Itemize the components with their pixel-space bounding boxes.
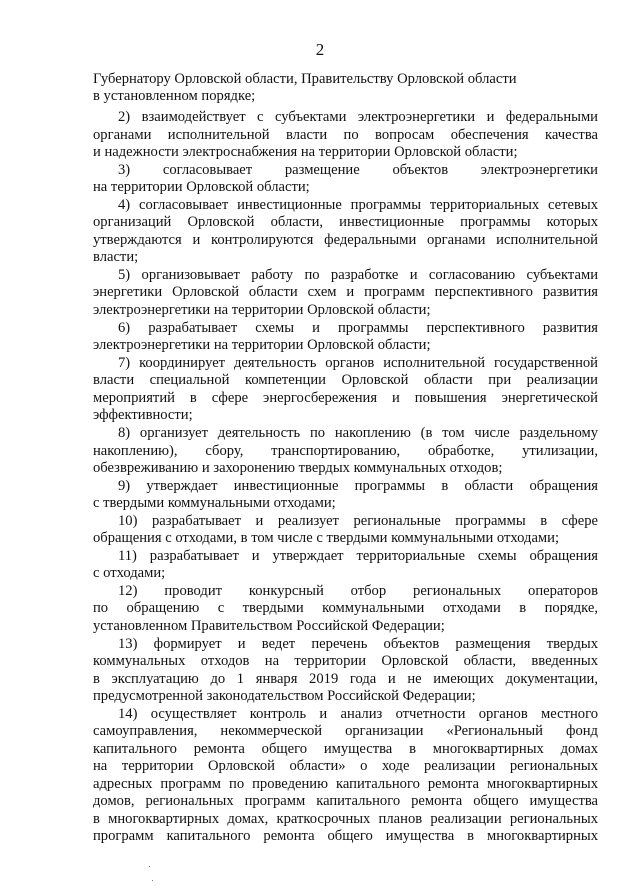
text-line: по обращению с твердыми коммунальными отходами в порядке, <box>93 600 598 616</box>
text-line: на территории Орловской области; <box>93 179 310 195</box>
text-line: 7) координирует деятельность органов исполнительной государственной <box>118 355 598 371</box>
text-line: в установленном порядке; <box>93 88 256 104</box>
text-line: на территории Орловской области» о ходе реализации региональных <box>93 758 598 774</box>
text-line: мероприятий в сфере энергосбережения и повышения энергетической <box>93 390 598 406</box>
text-line: утверждаются и контролируются федеральными органами исполнительной <box>93 232 598 248</box>
text-line: энергетики Орловской области схем и программ перспективного развития <box>93 284 598 300</box>
text-line: органами исполнительной власти по вопросам обеспечения качества <box>93 127 598 143</box>
text-line: программ капитального ремонта общего имущества в многоквартирных <box>93 828 598 844</box>
text-line: 5) организовывает работу по разработке и согласованию субъектами <box>118 267 598 283</box>
text-line: 2) взаимодействует с субъектами электроэнергетики и федеральными <box>118 109 598 125</box>
scan-speck <box>152 880 153 881</box>
text-line: обращения с отходами, в том числе с твердыми коммунальными отходами; <box>93 530 560 546</box>
text-line: домов, региональных программ капитального ремонта общего имущества <box>93 793 598 809</box>
text-line: Губернатору Орловской области, Правительству Орловской области <box>93 71 517 87</box>
text-line: в многоквартирных домах, краткосрочных планов реализации региональных <box>93 811 598 827</box>
text-line: 9) утверждает инвестиционные программы в области обращения <box>118 478 598 494</box>
text-line: капитального ремонта общего имущества в многоквартирных домах <box>93 741 598 757</box>
text-line: 12) проводит конкурсный отбор региональных операторов <box>118 583 598 599</box>
text-line: 10) разрабатывает и реализует региональные программы в сфере <box>118 513 598 529</box>
text-line: электроэнергетики на территории Орловской области; <box>93 337 431 353</box>
text-line: 3) согласовывает размещение объектов электроэнергетики <box>118 162 598 178</box>
text-line: с отходами; <box>93 565 166 581</box>
text-line: 14) осуществляет контроль и анализ отчетности органов местного <box>118 706 598 722</box>
text-line: 6) разрабатывает схемы и программы перспективного развития <box>118 320 598 336</box>
text-line: 13) формирует и ведет перечень объектов размещения твердых <box>118 636 598 652</box>
text-line: адресных программ по проведению капитального ремонта многоквартирных <box>93 776 598 792</box>
text-line: предусмотренной законодательством Российской Федерации; <box>93 688 476 704</box>
text-line: власти специальной компетенции Орловской области при реализации <box>93 372 598 388</box>
text-line: 4) согласовывает инвестиционные программы территориальных сетевых <box>118 197 598 213</box>
text-line: обезвреживанию и захоронению твердых коммунальных отходов; <box>93 460 503 476</box>
text-line: эффективности; <box>93 407 193 423</box>
text-line: и надежности электроснабжения на территории Орловской области; <box>93 144 518 160</box>
text-line: в эксплуатацию до 1 января 2019 года и не имеющих документации, <box>93 671 598 687</box>
text-line: организаций Орловской области, инвестиционные программы которых <box>93 214 598 230</box>
text-line: 8) организует деятельность по накоплению (в том числе раздельному <box>118 425 598 441</box>
text-line: с твердыми коммунальными отходами; <box>93 495 336 511</box>
scan-speck <box>149 866 150 867</box>
page-number: 2 <box>315 40 325 59</box>
text-line: накоплению), сбору, транспортированию, обработке, утилизации, <box>93 443 598 459</box>
text-line: электроэнергетики на территории Орловской области; <box>93 302 431 318</box>
text-line: коммунальных отходов на территории Орловской области, введенных <box>93 653 598 669</box>
text-line: власти; <box>93 249 139 265</box>
text-line: установленном Правительством Российской Федерации; <box>93 618 445 634</box>
text-line: 11) разрабатывает и утверждает территориальные схемы обращения <box>118 548 598 564</box>
text-line: самоуправления, некоммерческой организации «Региональный фонд <box>93 723 598 739</box>
